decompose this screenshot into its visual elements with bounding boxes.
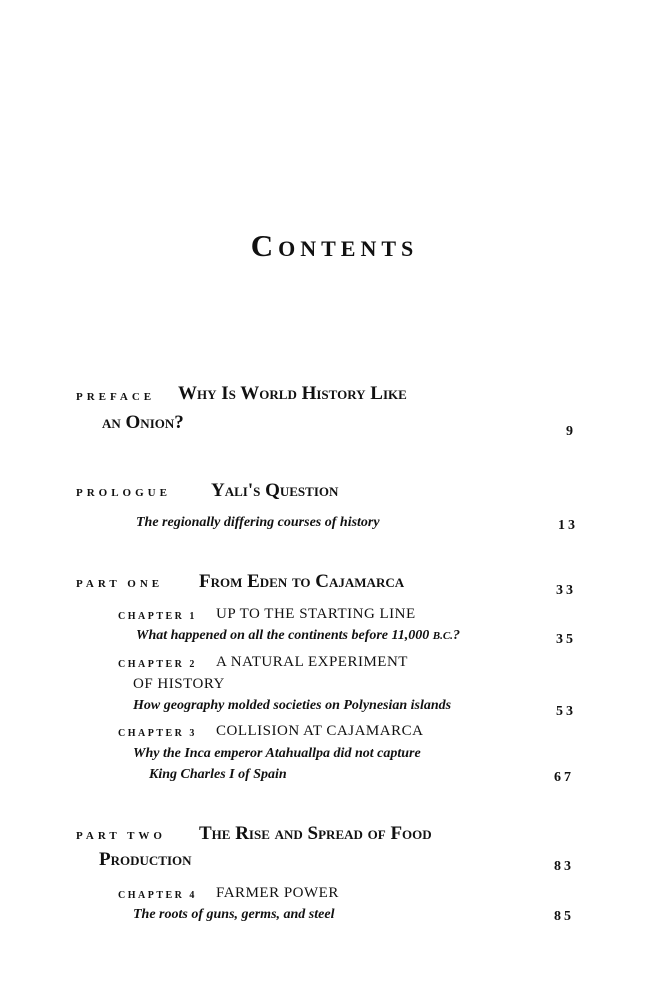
era-abbreviation: B.C. <box>432 630 453 642</box>
chapter-4-page-number: 85 <box>554 909 574 924</box>
part-one-label: PART ONE <box>76 578 164 590</box>
chapter-2-title-line1: A NATURAL EXPERIMENT <box>216 654 408 670</box>
chapter-4-label: CHAPTER 4 <box>118 890 197 901</box>
chapter-3-title: COLLISION AT CAJAMARCA <box>216 723 424 739</box>
chapter-3-description-line1: Why the Inca emperor Atahuallpa did not capture <box>133 746 421 761</box>
preface-page-number: 9 <box>566 424 576 439</box>
part-two-title-line1: The Rise and Spread of Food <box>199 823 432 844</box>
chapter-4-title: FARMER POWER <box>216 885 339 901</box>
chapter-2-title-line2: OF HISTORY <box>133 676 225 692</box>
chapter-2-label: CHAPTER 2 <box>118 659 197 670</box>
preface-title-line2: an Onion? <box>102 412 184 433</box>
chapter-1-description: What happened on all the continents before 11,000 B.C.? <box>136 628 460 643</box>
part-one-title: From Eden to Cajamarca <box>199 571 405 592</box>
page-title: Contents <box>250 228 419 263</box>
chapter-1-label: CHAPTER 1 <box>118 611 197 622</box>
chapter-1-title: UP TO THE STARTING LINE <box>216 606 416 622</box>
prologue-description: The regionally differing courses of history <box>136 515 380 530</box>
chapter-3-page-number: 67 <box>554 770 574 785</box>
prologue-page-number: 13 <box>558 518 578 533</box>
chapter-1-page-number: 35 <box>556 632 576 647</box>
part-two-title-line2: Production <box>99 849 192 870</box>
part-one-page-number: 33 <box>556 583 576 598</box>
part-two-page-number: 83 <box>554 859 574 874</box>
preface-title-line1: Why Is World History Like <box>178 383 407 404</box>
prologue-label: PROLOGUE <box>76 487 171 499</box>
prologue-title: Yali's Question <box>211 480 339 501</box>
chapter-3-label: CHAPTER 3 <box>118 728 197 739</box>
chapter-2-page-number: 53 <box>556 704 576 719</box>
chapter-4-description: The roots of guns, germs, and steel <box>133 907 335 922</box>
chapter-2-description: How geography molded societies on Polynesian islands <box>133 698 452 713</box>
preface-label: PREFACE <box>76 391 156 403</box>
part-two-label: PART TWO <box>76 830 166 842</box>
chapter-3-description-line2: King Charles I of Spain <box>149 767 287 782</box>
